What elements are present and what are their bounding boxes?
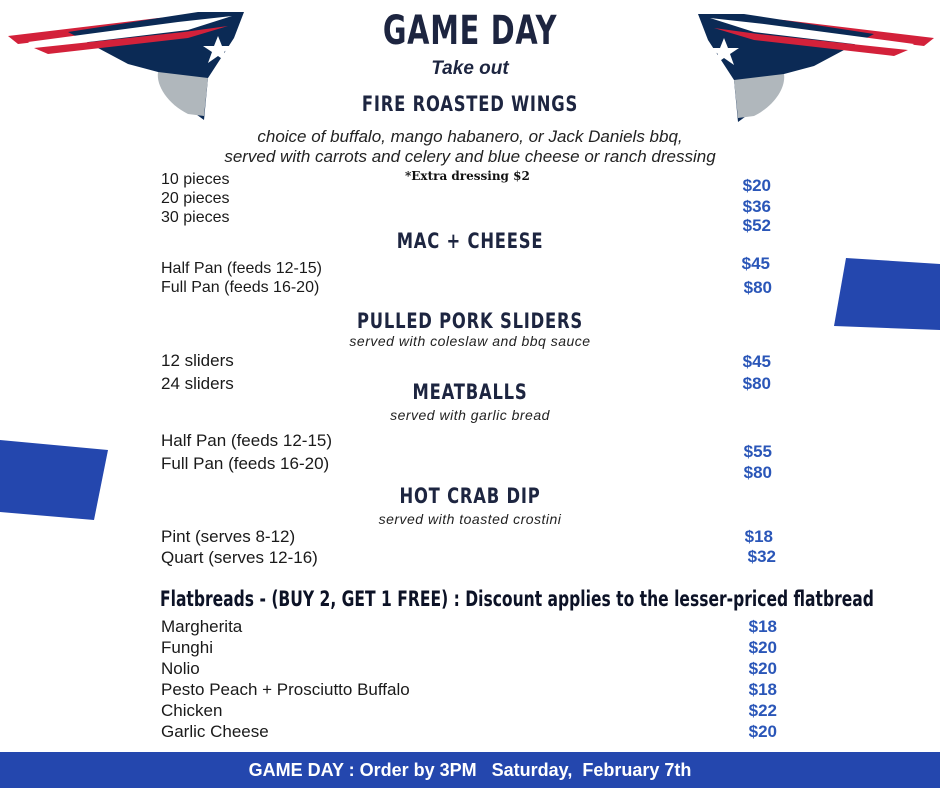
menu-item: Chicken (161, 701, 223, 720)
crab-title: HOT CRAB DIP (399, 484, 541, 508)
crab-desc: served with toasted crostini (378, 511, 562, 527)
menu-item: 24 sliders (161, 374, 234, 393)
menu-item: Garlic Cheese (161, 722, 269, 741)
flatbreads-title: Flatbreads - (BUY 2, GET 1 FREE) : Discount applies to the lesser-priced flatbread (160, 587, 874, 611)
menu-item: Half Pan (feeds 12-15) (161, 260, 322, 277)
menu-price: $52 (742, 216, 771, 235)
menu-item: Quart (serves 12-16) (161, 548, 318, 567)
extra-dressing-note: *Extra dressing $2 (405, 169, 530, 183)
menu-price: $36 (742, 197, 771, 216)
menu-price: $20 (748, 722, 777, 741)
menu-price: $45 (741, 254, 770, 273)
page-subtitle: Take out (431, 58, 509, 79)
wings-title: FIRE ROASTED WINGS (361, 92, 579, 116)
menu-item: Funghi (161, 638, 213, 657)
menu-price: $45 (742, 352, 771, 371)
menu-price: $18 (748, 680, 777, 699)
menu-price: $20 (748, 638, 777, 657)
blue-stripe-right (834, 258, 940, 330)
sliders-title: PULLED PORK SLIDERS (357, 309, 583, 333)
menu-item: Pint (serves 8-12) (161, 527, 296, 546)
blue-stripe-left (0, 440, 110, 520)
page-title: GAME DAY (382, 8, 558, 54)
menu-item: 10 pieces (161, 171, 230, 188)
menu-price: $20 (742, 176, 771, 195)
menu-price: $55 (743, 442, 772, 461)
menu-item: 12 sliders (161, 351, 234, 370)
menu-item: 20 pieces (161, 190, 230, 207)
sliders-desc: served with coleslaw and bbq sauce (349, 333, 591, 349)
menu-item: Full Pan (feeds 16-20) (161, 454, 330, 473)
menu-item: Nolio (161, 659, 200, 678)
menu-price: $22 (748, 701, 777, 720)
meatballs-desc: served with garlic bread (390, 407, 550, 423)
wings-desc-1: choice of buffalo, mango habanero, or Jack Daniels bbq, (257, 127, 683, 146)
menu-price: $80 (743, 463, 772, 482)
footer-text: GAME DAY : Order by 3PM Saturday, February 7th (248, 760, 692, 780)
menu-item: Margherita (161, 617, 243, 636)
menu-item: Half Pan (feeds 12-15) (161, 431, 333, 450)
menu-price: $18 (744, 527, 773, 546)
meatballs-title: MEATBALLS (412, 380, 528, 404)
menu-price: $32 (747, 547, 776, 566)
menu-price: $80 (742, 374, 771, 393)
menu-price: $20 (748, 659, 777, 678)
mac-title: MAC + CHEESE (396, 229, 544, 253)
menu-price: $80 (743, 278, 772, 297)
menu-price: $18 (748, 617, 777, 636)
menu-item: Pesto Peach + Prosciutto Buffalo (161, 680, 410, 699)
menu-item: 30 pieces (161, 209, 230, 226)
wings-desc-2: served with carrots and celery and blue cheese or ranch dressing (224, 147, 716, 166)
menu-item: Full Pan (feeds 16-20) (161, 279, 320, 296)
